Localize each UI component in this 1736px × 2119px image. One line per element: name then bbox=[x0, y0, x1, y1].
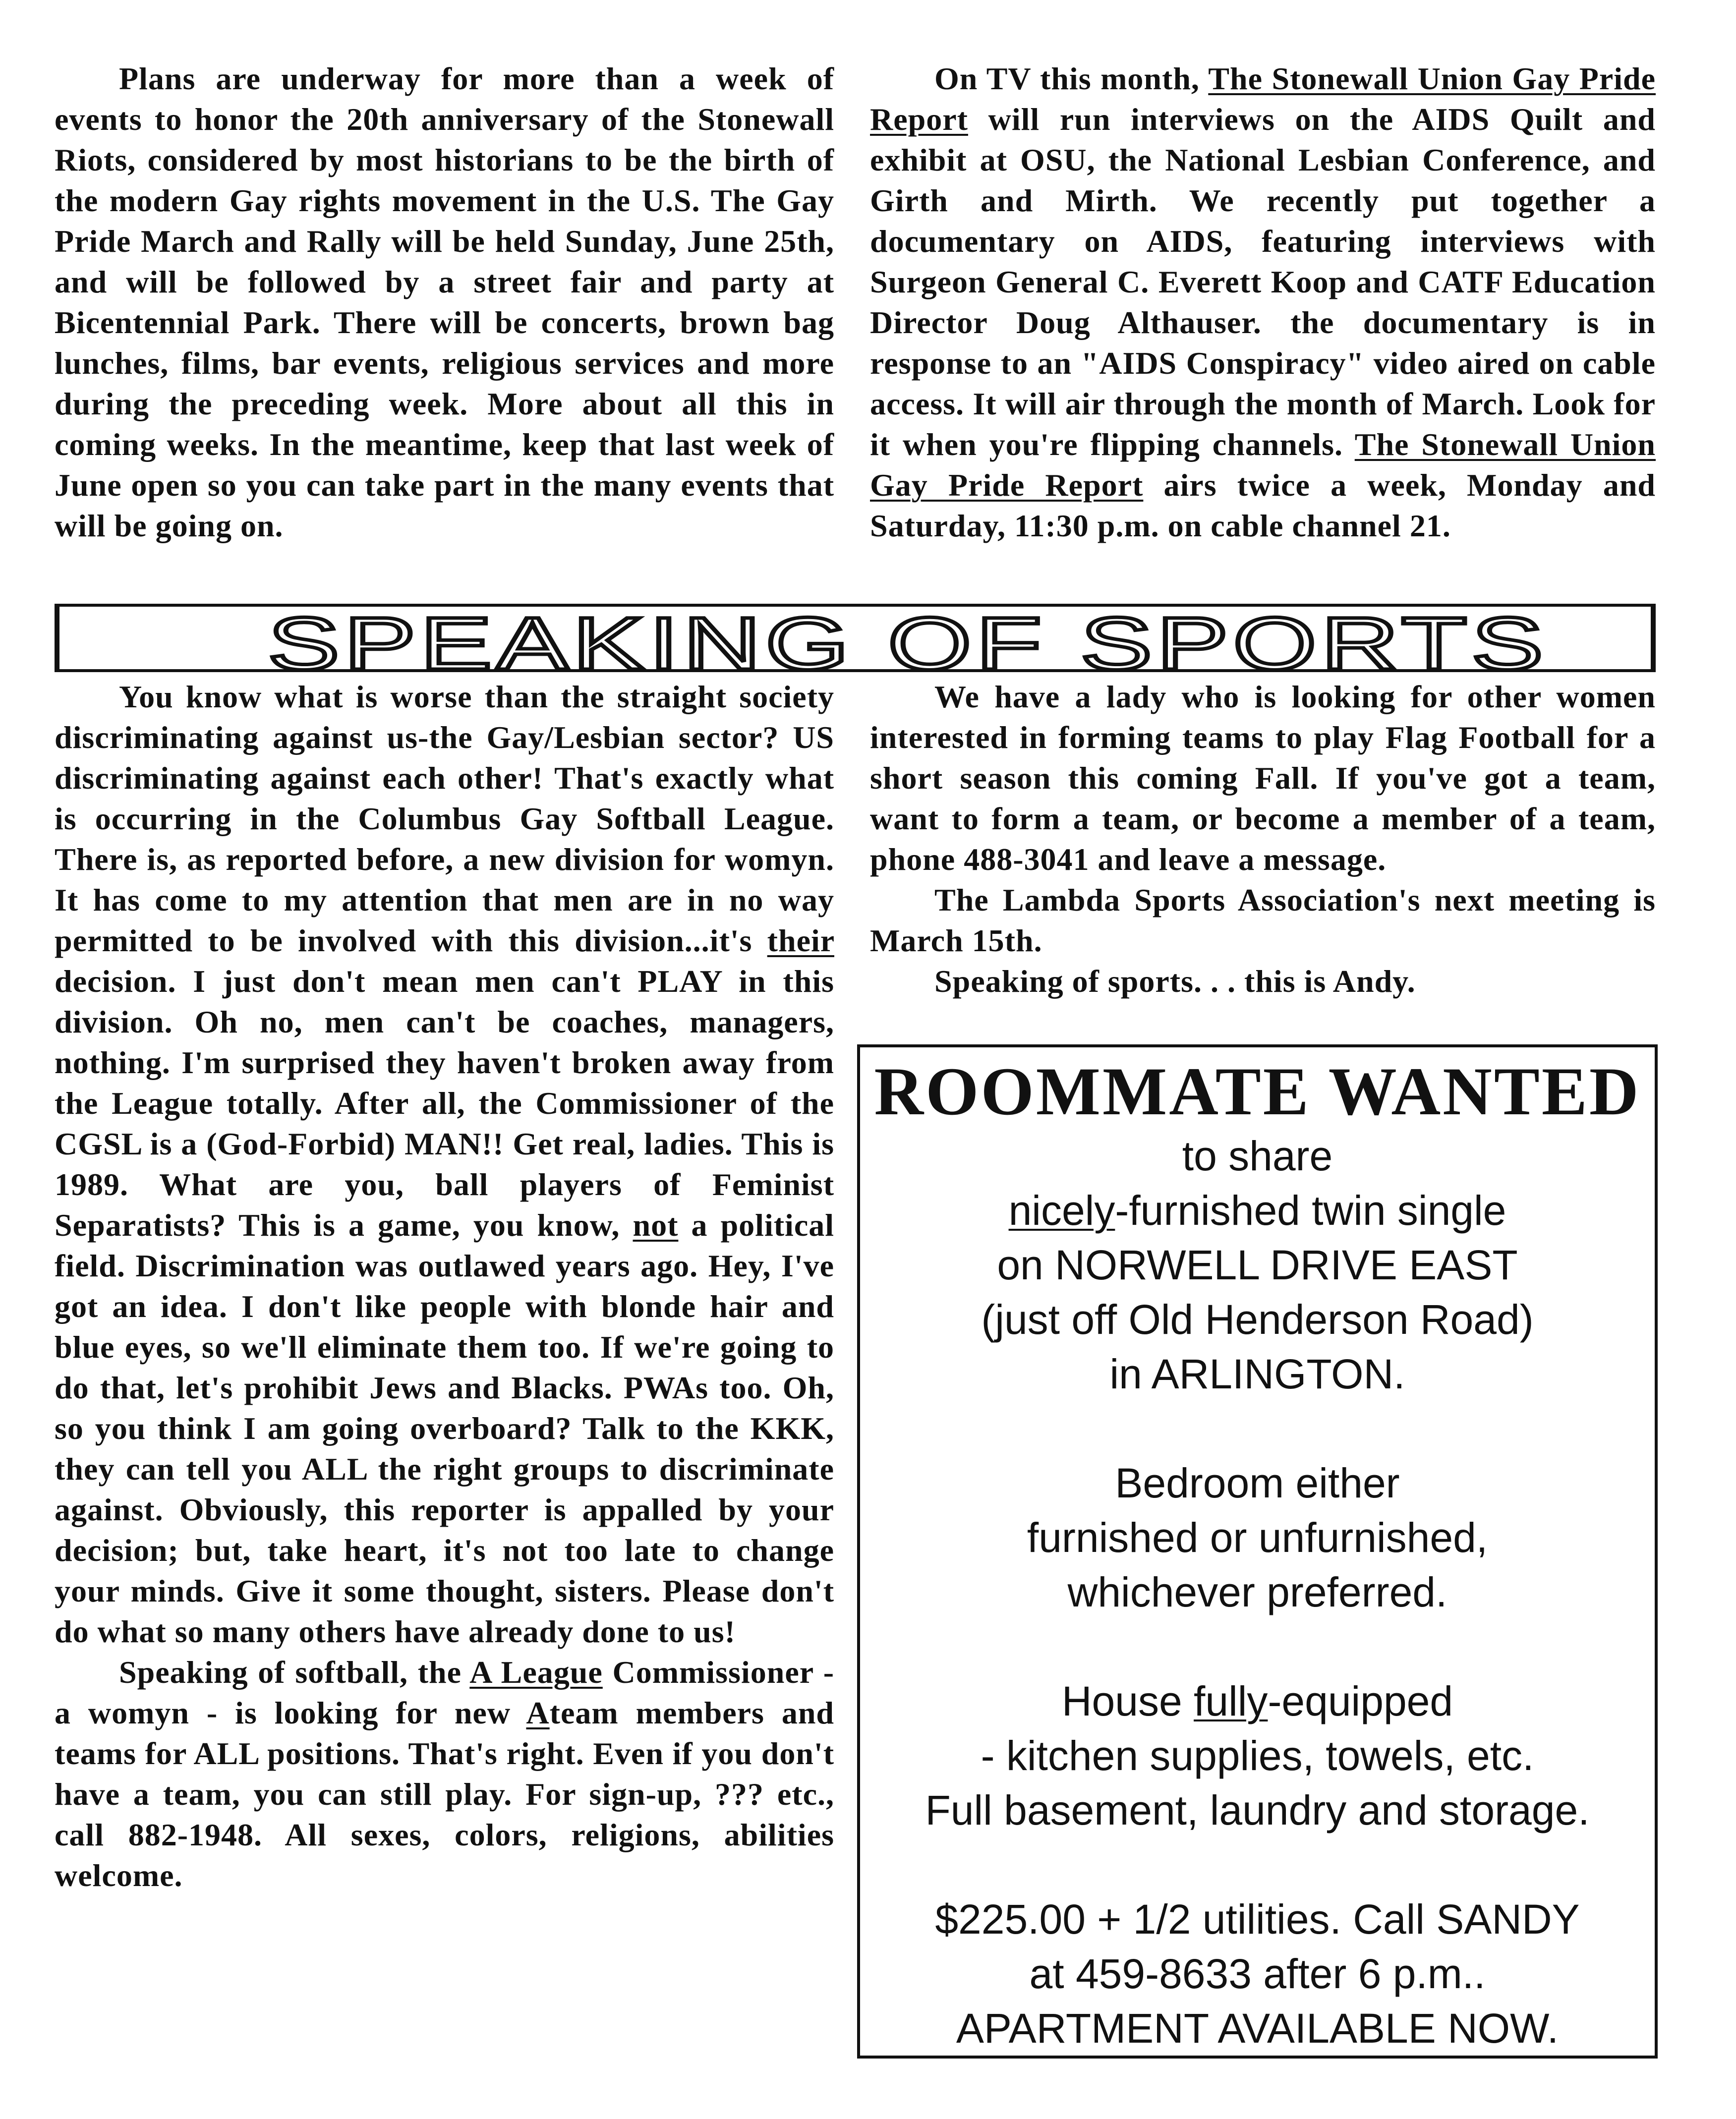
underlined-text: nicely bbox=[1008, 1187, 1115, 1234]
underlined-text: A bbox=[526, 1695, 550, 1730]
text-segment: House bbox=[1061, 1678, 1194, 1724]
underlined-text: A League bbox=[469, 1655, 603, 1690]
paragraph bbox=[55, 677, 834, 1652]
ad-line bbox=[860, 1728, 1655, 1783]
text-segment: Plans are underway for more than a week of events to honor the 20th anniversary of the Stonewall Riots, considered by most historians to be the birth of the modern Gay rights movement in the U.S. The Gay Pride March and Rally will be held Sunday, June 25th, and will be followed by a street fair and party at Bicentennial Park. There will be concerts, brown bag lunches, films, bar events, religious services and more during the preceding week. More about all this in coming weeks. In the meantime, keep that last week of June open so you can take part in the many events that will be going on. bbox=[55, 61, 834, 543]
ad-line bbox=[860, 1129, 1655, 1183]
text-segment: We have a lady who is looking for other women interested in forming teams to play Flag Football for a short season this coming Fall. If you've got a team, want to form a team, or become a member of a team, phone 488-3041 and leave a message. bbox=[870, 679, 1656, 877]
text-segment: whichever preferred. bbox=[1067, 1569, 1447, 1615]
paragraph bbox=[55, 58, 834, 546]
spacer bbox=[860, 1401, 1655, 1456]
text-segment: Full basement, laundry and storage. bbox=[925, 1787, 1590, 1833]
text-segment: Commissioner - a womyn - is looking for new bbox=[55, 1655, 835, 1730]
text-segment: $225.00 + 1/2 utilities. Call SANDY bbox=[935, 1896, 1580, 1943]
ad-line bbox=[860, 2001, 1655, 2056]
text-segment: - kitchen supplies, towels, etc. bbox=[981, 1732, 1534, 1779]
roommate-wanted-ad bbox=[857, 1044, 1658, 2059]
text-segment: team members and teams for ALL positions. That's right. Even if you don't have a team, you can still play. For sign-up, ??? etc., call 882-1948. All sexes, colors, religions, abilities welcome. bbox=[55, 1695, 835, 1893]
spacer bbox=[860, 1837, 1655, 1892]
underlined-text: fully bbox=[1194, 1678, 1268, 1724]
section-headline-box bbox=[55, 602, 1656, 685]
text-segment: in ARLINGTON. bbox=[1109, 1351, 1405, 1397]
text-segment: at 459-8633 after 6 p.m.. bbox=[1029, 1950, 1486, 1997]
paragraph bbox=[55, 1652, 834, 1896]
paragraph bbox=[870, 880, 1656, 961]
tv-report-article bbox=[870, 58, 1656, 546]
ad-line bbox=[860, 1510, 1655, 1565]
paragraph bbox=[870, 677, 1656, 880]
text-segment: The Lambda Sports Association's next meeting is March 15th. bbox=[870, 882, 1656, 958]
text-segment: to share bbox=[1182, 1133, 1333, 1179]
text-segment: furnished or unfurnished, bbox=[1027, 1514, 1488, 1561]
ad-line bbox=[860, 1183, 1655, 1238]
text-segment: on NORWELL DRIVE EAST bbox=[997, 1242, 1518, 1288]
ad-line bbox=[860, 1783, 1655, 1837]
ad-line bbox=[860, 1674, 1655, 1728]
text-segment: Bedroom either bbox=[1115, 1460, 1400, 1506]
ad-line bbox=[860, 1892, 1655, 1947]
underlined-text: The Stonewall Union Gay Pride Report bbox=[870, 427, 1656, 503]
paragraph bbox=[870, 961, 1656, 1002]
text-segment: APARTMENT AVAILABLE NOW. bbox=[956, 2005, 1559, 2052]
text-segment: Speaking of softball, the bbox=[119, 1655, 470, 1690]
text-segment: a political field. Discrimination was outlawed years ago. Hey, I've got an idea. I don't like people with blonde hair and blue eyes, so we'll eliminate them too. If we're going to do that, let's prohibit Jews and Blacks. PWAs too. Oh, so you think I am going overboard? Talk to the KKK, they can tell you ALL the right groups to discriminate against. Obviously, this reporter is appalled by your decision; but, take heart, it's not too late to change your minds. Give it some thought, sisters. Please don't do what so many others have already done to us! bbox=[55, 1207, 835, 1649]
text-segment: -furnished twin single bbox=[1115, 1187, 1506, 1234]
flag-football-article bbox=[870, 677, 1656, 1002]
underlined-text: their bbox=[767, 923, 834, 958]
softball-league-article bbox=[55, 677, 834, 1896]
ad-line bbox=[860, 1565, 1655, 1619]
underlined-text: The Stonewall Union Gay Pride Report bbox=[870, 61, 1656, 137]
text-segment: will run interviews on the AIDS Quilt and exhibit at OSU, the National Lesbian Conference, and Girth and Mirth. We recently put together a documentary on AIDS, featuring interviews with Surgeon General C. Everett Koop and CATF Education Director Doug Althauser. the documentary is in response to an "AIDS Conspiracy" video aired on cable access. It will air through the month of March. Look for it when you're flipping channels. bbox=[870, 102, 1656, 462]
ad-line bbox=[860, 1947, 1655, 2001]
text-segment: On TV this month, bbox=[934, 61, 1209, 96]
text-segment: You know what is worse than the straight society discriminating against us-the Gay/Lesbian sector? US discriminating against each other! That's exactly what is occurring in the Columbus Gay Softball League. There is, as reported before, a new division for womyn. It has come to my attention that men are in no way permitted to be involved with this division...it's bbox=[55, 679, 834, 958]
ad-line bbox=[860, 1347, 1655, 1401]
section-headline: SPEAKING OF SPORTS bbox=[268, 602, 1548, 685]
text-segment: decision. I just don't mean men can't PLAY in this division. Oh no, men can't be coaches, managers, nothing. I'm surprised they haven't broken away from the League totally. After all, the Commissioner of the CGSL is a (God-Forbid) MAN!! Get real, ladies. This is 1989. What are you, ball players of Feminist Separatists? This is a game, you know, bbox=[55, 964, 834, 1243]
ad-line bbox=[860, 1456, 1655, 1510]
text-segment: airs twice a week, Monday and Saturday, 11:30 p.m. on cable channel 21. bbox=[870, 467, 1656, 543]
stonewall-anniversary-article bbox=[55, 58, 834, 546]
ad-body bbox=[860, 1129, 1655, 2056]
paragraph bbox=[870, 58, 1656, 546]
text-segment: (just off Old Henderson Road) bbox=[981, 1296, 1534, 1343]
text-segment: -equipped bbox=[1268, 1678, 1453, 1724]
ad-title: ROOMMATE WANTED bbox=[874, 1053, 1641, 1129]
spacer bbox=[860, 1619, 1655, 1674]
ad-line bbox=[860, 1238, 1655, 1292]
ad-line bbox=[860, 1292, 1655, 1347]
text-segment: Speaking of sports. . . this is Andy. bbox=[934, 964, 1416, 999]
underlined-text: not bbox=[633, 1207, 679, 1243]
